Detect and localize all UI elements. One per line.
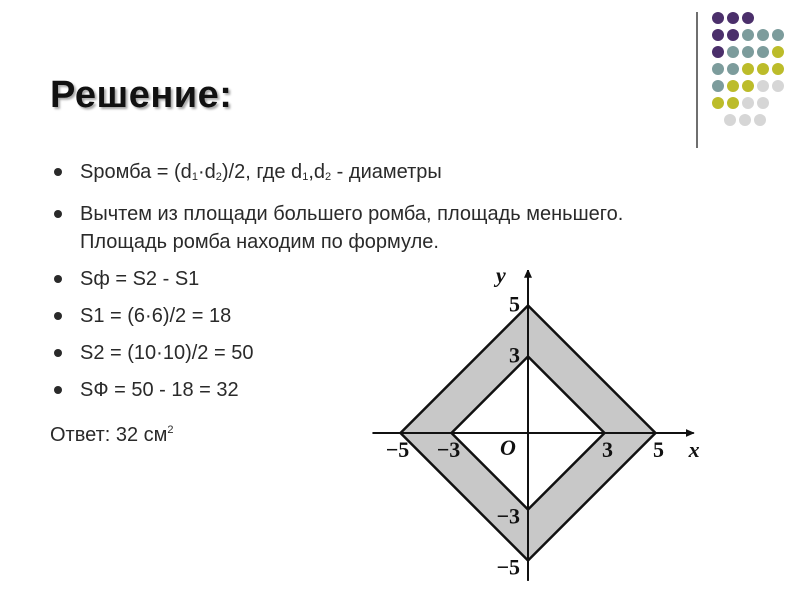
decor-dot bbox=[727, 63, 739, 75]
decorative-dot-grid bbox=[0, 0, 800, 150]
decor-dot bbox=[757, 80, 769, 92]
bullet-dot bbox=[54, 168, 62, 176]
decor-dot bbox=[742, 29, 754, 41]
bullet-dot bbox=[54, 210, 62, 218]
y-tick-label: 3 bbox=[509, 342, 520, 368]
y-tick-label: −3 bbox=[496, 503, 520, 529]
x-axis-label: x bbox=[688, 437, 700, 462]
decor-dot bbox=[772, 80, 784, 92]
bullet-dot bbox=[54, 349, 62, 357]
bullet-dot bbox=[54, 312, 62, 320]
decor-dot bbox=[727, 29, 739, 41]
decor-dot bbox=[772, 63, 784, 75]
decor-dot bbox=[757, 97, 769, 109]
decor-dot bbox=[742, 63, 754, 75]
x-tick-label: −5 bbox=[385, 437, 410, 462]
rhombus-diagram bbox=[360, 270, 700, 590]
decor-dot bbox=[724, 114, 736, 126]
bullet-area-formula: Sромба = (d1·d2)/2, где d1,d2 - диаметры bbox=[50, 158, 710, 191]
decor-dot bbox=[712, 46, 724, 58]
bullet-s2: S2 = (10·10)/2 = 50 bbox=[50, 339, 710, 367]
decor-dot bbox=[712, 80, 724, 92]
decor-dot bbox=[742, 46, 754, 58]
decor-dot bbox=[754, 114, 766, 126]
decor-dot bbox=[727, 97, 739, 109]
bullet-explanation: Вычтем из площади большего ромба, площадь меньшего. Площадь ромба находим по формуле. bbox=[50, 200, 710, 256]
slide-title: Решение: bbox=[50, 74, 233, 116]
decor-dot bbox=[757, 46, 769, 58]
x-tick-label: −3 bbox=[436, 437, 461, 462]
decor-dot bbox=[772, 29, 784, 41]
decor-dot bbox=[742, 80, 754, 92]
bullet-difference-formula: Sф = S2 - S1 bbox=[50, 265, 710, 293]
x-tick-label: 5 bbox=[653, 437, 664, 462]
origin-label: O bbox=[500, 435, 516, 460]
decor-dot bbox=[712, 97, 724, 109]
decor-dot bbox=[772, 46, 784, 58]
decor-dot bbox=[742, 12, 754, 24]
decor-dot bbox=[712, 29, 724, 41]
decor-dot bbox=[712, 12, 724, 24]
y-axis-label: y bbox=[496, 270, 506, 288]
decor-dot bbox=[739, 114, 751, 126]
decor-dot bbox=[727, 80, 739, 92]
x-tick-label: 3 bbox=[602, 437, 613, 462]
bullet-s1: S1 = (6·6)/2 = 18 bbox=[50, 302, 710, 330]
decor-dot bbox=[757, 63, 769, 75]
bullet-dot bbox=[54, 386, 62, 394]
bullet-result: SФ = 50 - 18 = 32 bbox=[50, 376, 710, 404]
decor-dot bbox=[727, 46, 739, 58]
y-tick-label: 5 bbox=[509, 291, 520, 317]
y-tick-label: −5 bbox=[496, 554, 520, 580]
decor-dot bbox=[757, 29, 769, 41]
bullet-dot bbox=[54, 275, 62, 283]
decor-dot bbox=[712, 63, 724, 75]
decor-dot bbox=[742, 97, 754, 109]
answer-line: Ответ: 32 $см^2$ bbox=[50, 424, 174, 446]
decor-dot bbox=[727, 12, 739, 24]
